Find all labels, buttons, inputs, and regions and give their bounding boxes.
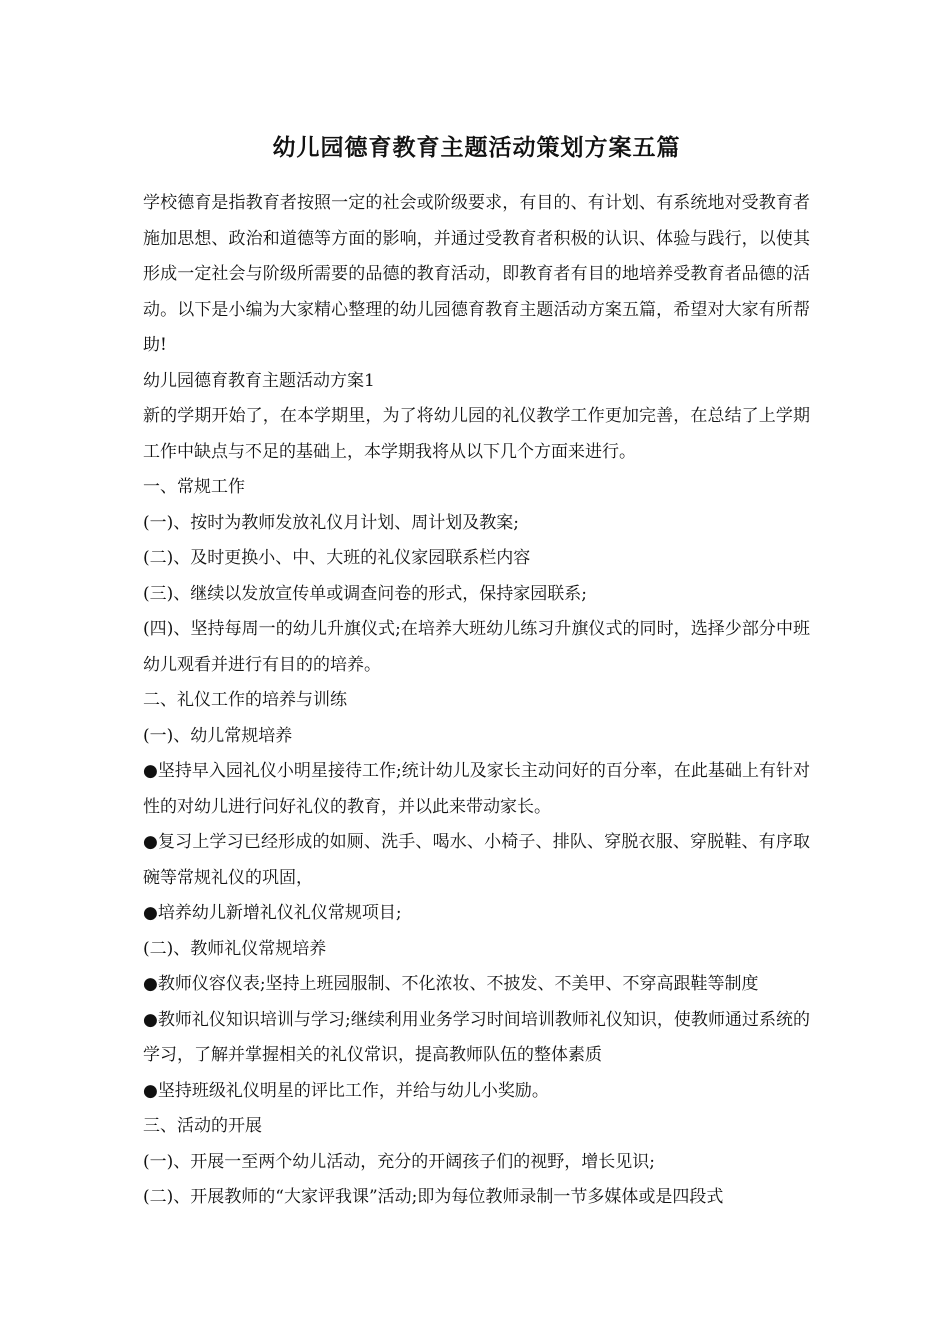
section-heading-plan-1: 幼儿园德育教育主题活动方案1 — [143, 370, 375, 391]
document-body — [143, 186, 810, 1216]
section-heading: 三、活动的开展 — [143, 1116, 262, 1136]
bullet-item: ●复习上学习已经形成的如厕、洗手、喝水、小椅子、排队、穿脱衣服、穿脱鞋、有序取碗等常规礼仪的巩固， — [143, 832, 810, 888]
list-item: (二)、开展教师的“大家评我课”活动;即为每位教师录制一节多媒体或是四段式 — [143, 1187, 724, 1207]
section-heading: 二、礼仪工作的培养与训练 — [143, 690, 347, 710]
list-item: (一)、按时为教师发放礼仪月计划、周计划及教案; — [143, 512, 519, 533]
list-item: (四)、坚持每周一的幼儿升旗仪式;在培养大班幼儿练习升旗仪式的同时，选择少部分中班幼儿观看并进行有目的的培养。 — [143, 619, 810, 675]
section-heading: 一、常规工作 — [143, 477, 245, 497]
paragraph-intro: 学校德育是指教育者按照一定的社会或阶级要求，有目的、有计划、有系统地对受教育者施加思想、政治和道德等方面的影响，并通过受教育者积极的认识、体验与践行，以使其形成一定社会与阶级所需要的品德的教育活动，即教育者有目的地培养受教育者品德的活动。以下是小编为大家精心整理的幼儿园德育教育主题活动方案五篇，希望对大家有所帮助! — [143, 193, 810, 355]
bullet-item: ●教师礼仪知识培训与学习;继续利用业务学习时间培训教师礼仪知识，使教师通过系统的学习，了解并掌握相关的礼仪常识，提高教师队伍的整体素质 — [143, 1009, 810, 1065]
paragraph: 新的学期开始了，在本学期里，为了将幼儿园的礼仪教学工作更加完善，在总结了上学期工作中缺点与不足的基础上，本学期我将从以下几个方面来进行。 — [143, 406, 810, 462]
list-item: (一)、开展一至两个幼儿活动，充分的开阔孩子们的视野，增长见识; — [143, 1151, 655, 1172]
list-item: (二)、及时更换小、中、大班的礼仪家园联系栏内容 — [143, 548, 531, 568]
bullet-item: ●教师仪容仪表;坚持上班园服制、不化浓妆、不披发、不美甲、不穿高跟鞋等制度 — [143, 974, 759, 994]
list-item: (三)、继续以发放宣传单或调查问卷的形式，保持家园联系; — [143, 583, 587, 604]
bullet-item: ●坚持班级礼仪明星的评比工作，并给与幼儿小奖励。 — [143, 1080, 549, 1101]
bullet-item: ●培养幼儿新增礼仪礼仪常规项目; — [143, 903, 402, 923]
subsection-heading: (一)、幼儿常规培养 — [143, 725, 293, 746]
document-title: 幼儿园德育教育主题活动策划方案五篇 — [272, 134, 681, 161]
subsection-heading: (二)、教师礼仪常规培养 — [143, 938, 327, 959]
bullet-item: ●坚持早入园礼仪小明星接待工作;统计幼儿及家长主动问好的百分率，在此基础上有针对性的对幼儿进行问好礼仪的教育，并以此来带动家长。 — [143, 761, 810, 817]
